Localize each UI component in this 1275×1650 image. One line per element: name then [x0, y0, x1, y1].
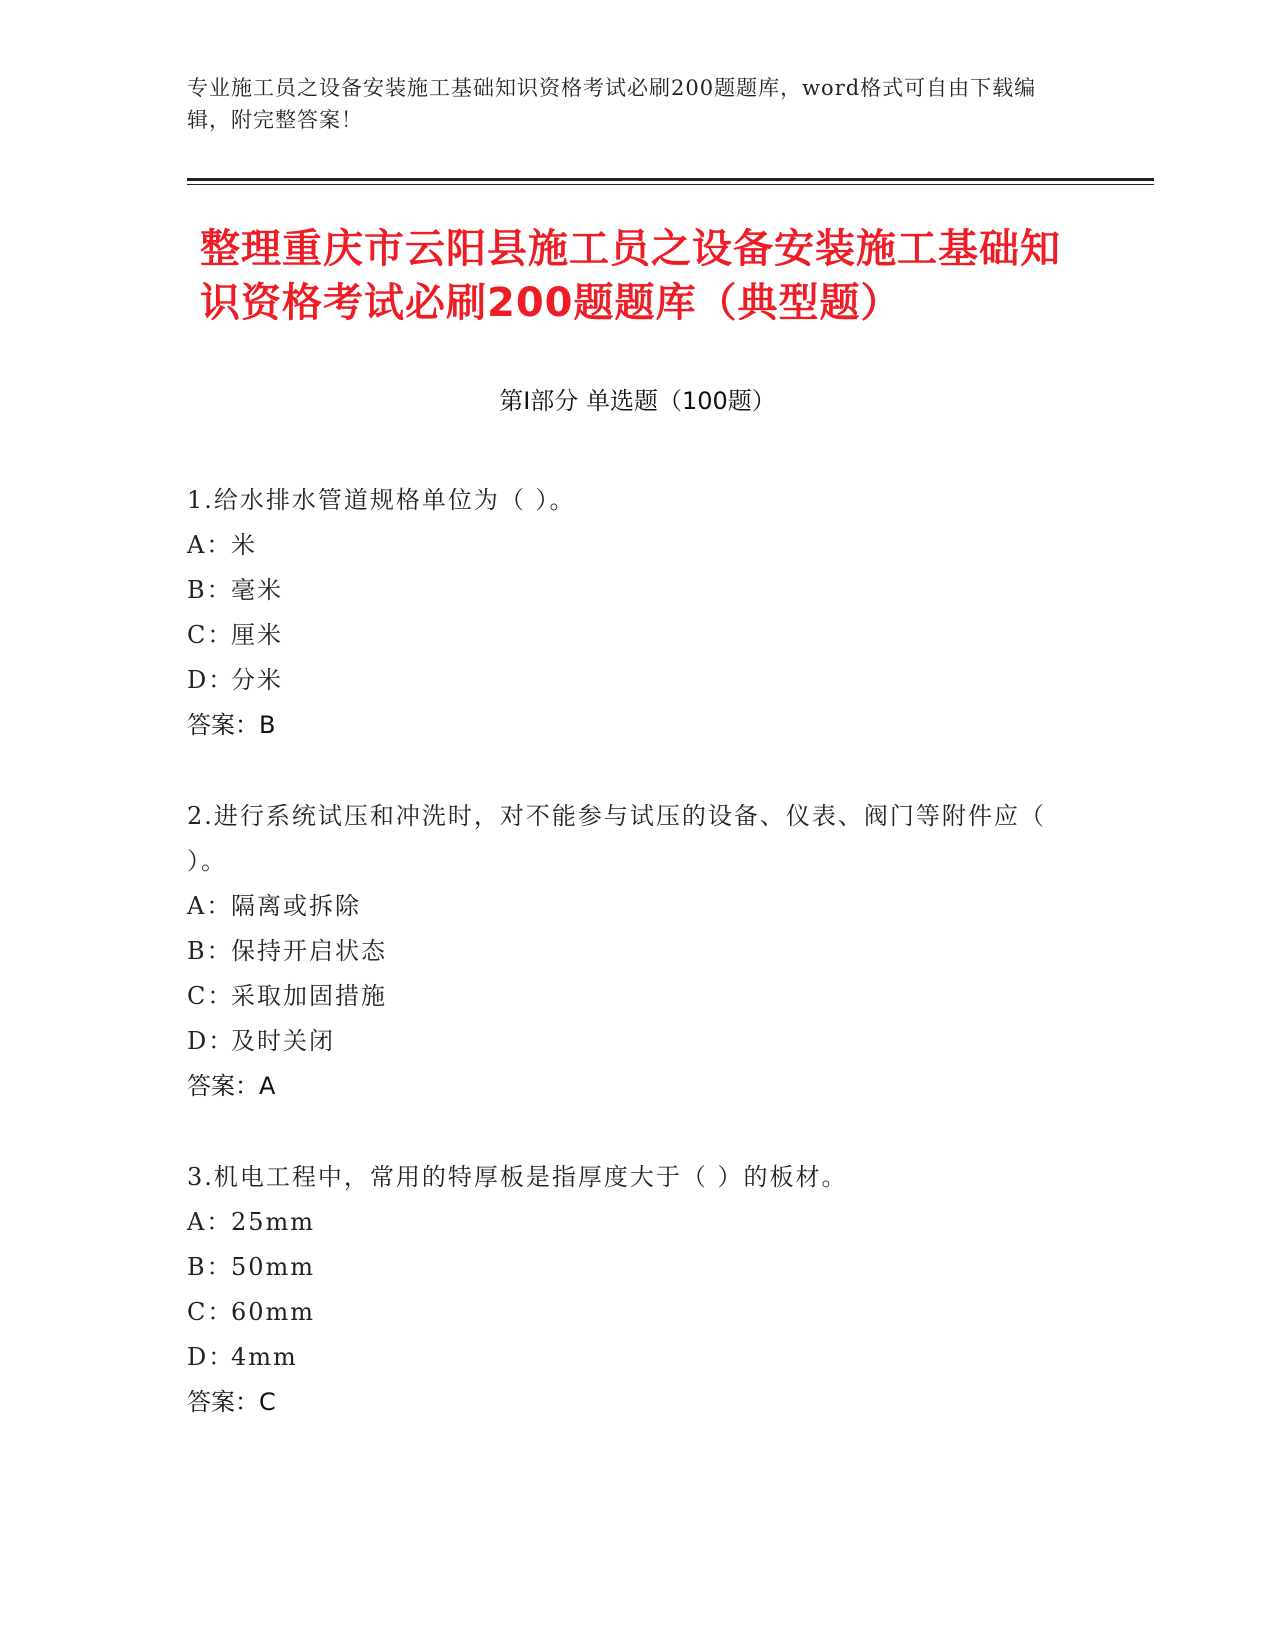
option-text: 厘米 — [231, 621, 283, 649]
option-letter: D： — [187, 1343, 235, 1371]
option-letter: A： — [187, 1208, 233, 1236]
option-text: 及时关闭 — [231, 1027, 335, 1055]
answer-line: 答案：C — [187, 1388, 276, 1416]
question-3 — [187, 1155, 1067, 1425]
option-b — [187, 929, 1067, 974]
header-note: 专业施工员之设备安装施工基础知识资格考试必刷200题题库，word格式可自由下载编辑，附完整答案！ — [187, 76, 1037, 132]
option-letter: D： — [187, 666, 235, 694]
option-text: 25mm — [231, 1208, 316, 1236]
option-letter: B： — [187, 937, 233, 965]
option-text: 采取加固措施 — [231, 982, 387, 1010]
question-stem: 1.给水排水管道规格单位为（ ）。 — [187, 486, 576, 514]
option-text: 保持开启状态 — [231, 937, 387, 965]
option-c — [187, 1290, 1067, 1335]
section-heading: 第Ⅰ部分 单选题（100题） — [499, 387, 776, 415]
option-text: 毫米 — [231, 576, 283, 604]
option-text: 60mm — [231, 1298, 316, 1326]
option-letter: D： — [187, 1027, 235, 1055]
option-letter: B： — [187, 576, 233, 604]
question-2 — [187, 794, 1067, 1109]
option-d — [187, 1335, 1067, 1380]
option-text: 50mm — [231, 1253, 316, 1281]
question-1 — [187, 478, 1067, 748]
option-text: 米 — [231, 531, 257, 559]
option-text: 分米 — [231, 666, 283, 694]
option-text: 4mm — [231, 1343, 298, 1371]
header-divider-thick — [187, 178, 1154, 181]
option-letter: A： — [187, 531, 233, 559]
question-stem: 3.机电工程中，常用的特厚板是指厚度大于（ ）的板材。 — [187, 1163, 848, 1191]
option-b — [187, 568, 1067, 613]
option-b — [187, 1245, 1067, 1290]
option-letter: C： — [187, 621, 234, 649]
option-letter: C： — [187, 1298, 234, 1326]
question-list — [187, 478, 1067, 1471]
option-letter: A： — [187, 892, 233, 920]
option-a — [187, 523, 1067, 568]
answer-line: 答案：A — [187, 1072, 276, 1100]
question-stem: 2.进行系统试压和冲洗时，对不能参与试压的设备、仪表、阀门等附件应（ ）。 — [187, 802, 1046, 875]
option-a — [187, 1200, 1067, 1245]
document-title: 整理重庆市云阳县施工员之设备安装施工基础知识资格考试必刷200题题库（典型题） — [200, 226, 1061, 326]
option-letter: C： — [187, 982, 234, 1010]
option-d — [187, 1019, 1067, 1064]
option-text: 隔离或拆除 — [231, 892, 361, 920]
option-a — [187, 884, 1067, 929]
header-divider-thin — [187, 184, 1154, 185]
option-d — [187, 658, 1067, 703]
answer-line: 答案：B — [187, 711, 276, 739]
option-c — [187, 974, 1067, 1019]
option-letter: B： — [187, 1253, 233, 1281]
option-c — [187, 613, 1067, 658]
